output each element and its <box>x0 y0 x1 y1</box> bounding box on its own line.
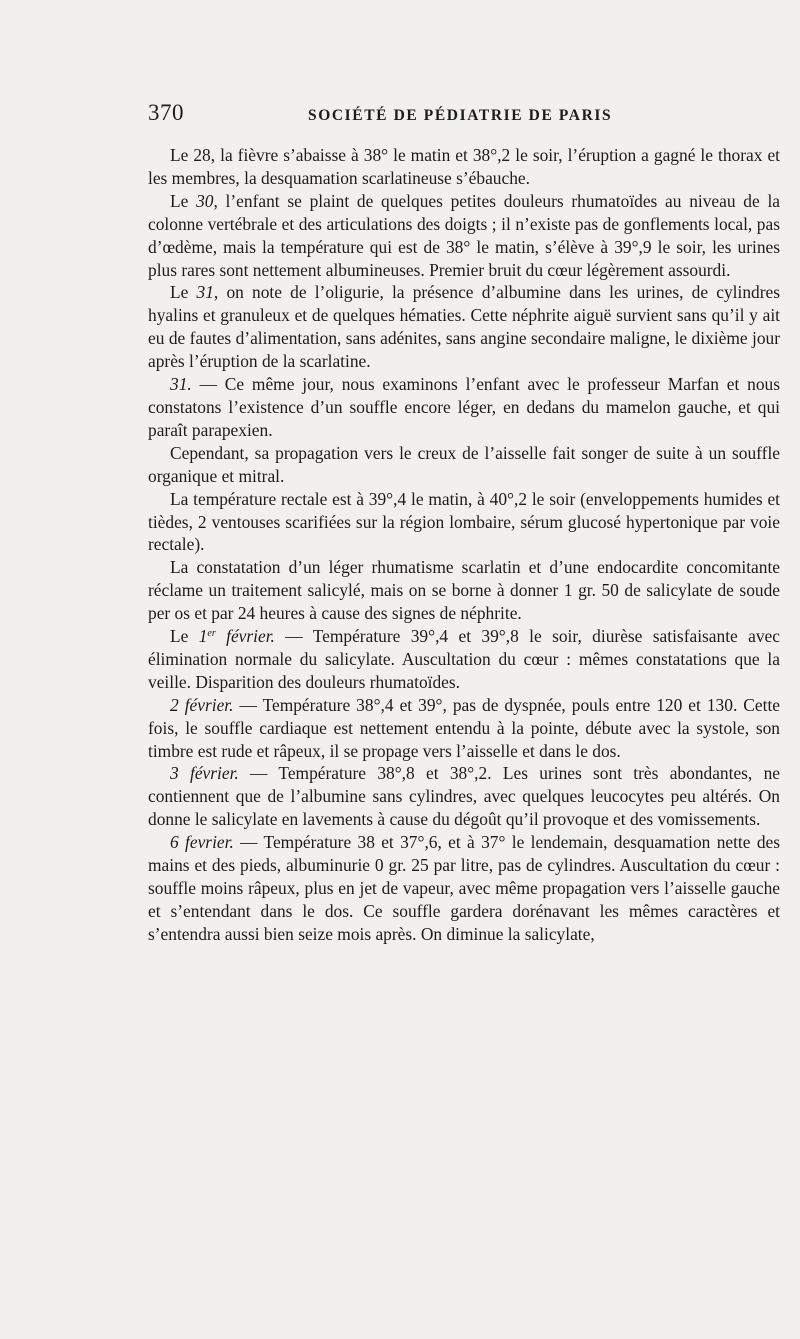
date-31: 31 <box>196 282 214 303</box>
paragraph-31-exam: 31. — Ce même jour, nous examinons l’enfant avec le professeur Marfan et nous constatons l’existence d’un souffle encore léger, en dedans du mamelon gauche, et qui paraît parapexien. <box>148 374 780 440</box>
page-number: 370 <box>148 100 184 125</box>
page-header <box>148 100 780 134</box>
paragraph-28: Le 28, la fièvre s’abaisse à 38° le matin et 38°,2 le soir, l’éruption a gagné le thorax et les membres, la desquamation scarlatineuse s’ébauche. <box>148 145 780 188</box>
paragraph-31: Le 31, on note de l’oligurie, la présence d’albumine dans les urines, de cylindres hyalins et granuleux et de quelques hématies. Cette néphrite aiguë survient sans qu’il y ait eu de fautes d’alimentation, sans adénites, sans angine secondaire maligne, le dixième jour après l’éruption de la scarlatine. <box>148 282 780 372</box>
paragraph-6-fevrier: 6 fevrier. — Température 38 et 37°,6, et à 37° le lendemain, desquamation nette des mains et des pieds, albuminurie 0 gr. 25 par litre, pas de cylindres. Auscultation du cœur : souffle moins râpeux, plus en jet de vapeur, avec même propagation vers l’aisselle gauche et s’entendant dans le dos. Ce souffle gardera dorénavant les mêmes caractères et s’entendra aussi bien seize mois après. On diminue la salicylate, <box>148 832 780 944</box>
paragraph-1-fevrier: Le 1er février. — Température 39°,4 et 39°,8 le soir, diurèse satisfaisante avec élimination normale du salicylate. Auscultation du cœur : mêmes constatations que la veille. Disparition des douleurs rhumatoïdes. <box>148 626 780 692</box>
running-title: SOCIÉTÉ DE PÉDIATRIE DE PARIS <box>308 107 613 124</box>
paragraph-propagation: Cependant, sa propagation vers le creux de l’aisselle fait songer de suite à un souffle organique et mitral. <box>148 442 780 486</box>
date-30: 30 <box>196 190 214 211</box>
paragraph-2-fevrier: 2 février. — Température 38°,4 et 39°, pas de dyspnée, pouls entre 120 et 130. Cette fois, le souffle cardiaque est nettement entendu à la pointe, débute avec la systole, son timbre est rude et râpeux, il se propage vers l’aisselle et dans le dos. <box>148 694 780 761</box>
paragraph-30: Le 30, l’enfant se plaint de quelques petites douleurs rhumatoïdes au niveau de la colonne vertébrale et des articulations des doigts ; il n’existe pas de gonflements local, pas d’œdème, mais la température qui est de 38° le matin, s’élève à 39°,9 le soir, les urines plus rares sont nettement albumineuses. Premier bruit du cœur légèrement assourdi. <box>148 190 780 280</box>
paragraph-3-fevrier: 3 février. — Température 38°,8 et 38°,2. Les urines sont très abondantes, ne contiennent que de l’albumine sans cylindres, avec quelques leucocytes peu altérés. On donne le salicylate en lavements à cause du dégoût qu’il provoque et des vomissements. <box>148 763 780 830</box>
date-1-fevrier: 1er février. <box>198 626 275 647</box>
date-6-fevrier: 6 fevrier. <box>170 832 234 853</box>
body-text <box>148 144 780 946</box>
paragraph-temperature: La température rectale est à 39°,4 le matin, à 40°,2 le soir (enveloppements humides et tièdes, 2 ventouses scarifiées sur la région lombaire, sérum glucosé hypertonique par voie rectale). <box>148 488 780 555</box>
date-2-fevrier: 2 février. <box>170 694 234 715</box>
date-3-fevrier: 3 février. <box>170 763 239 784</box>
paragraph-treatment: La constatation d’un léger rhumatisme scarlatin et d’une endocardite concomitante réclame un traitement salicylé, mais on se borne à donner 1 gr. 50 de salicylate de soude per os et par 24 heures à cause des signes de néphrite. <box>148 557 780 624</box>
date-31-exam: 31. <box>170 374 192 395</box>
page <box>148 100 780 946</box>
